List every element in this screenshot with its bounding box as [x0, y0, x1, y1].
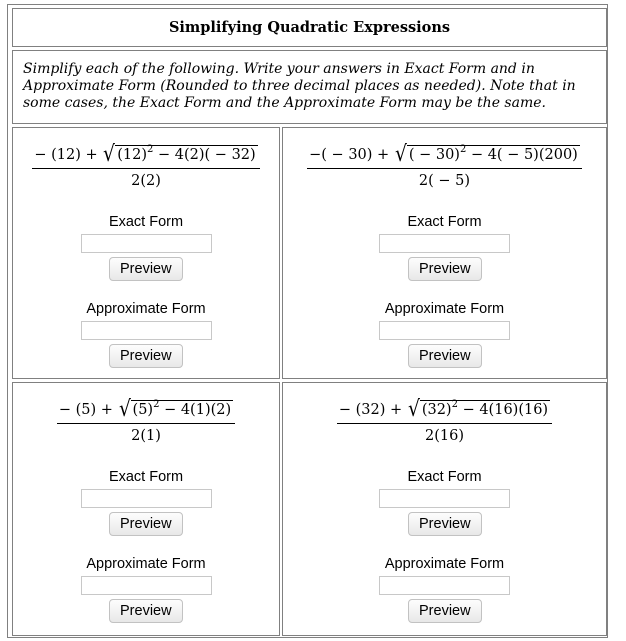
page-title: Simplifying Quadratic Expressions [12, 8, 607, 47]
approximate-form-label: Approximate Form [86, 301, 206, 317]
approximate-form-label: Approximate Form [86, 556, 206, 572]
approximate-form-input[interactable] [379, 321, 510, 340]
numerator: − (5) + √ $(5)^2 - 4(1)(2)$ [57, 395, 235, 424]
exact-form-label: Exact Form [407, 214, 482, 230]
exact-form-input[interactable] [81, 489, 212, 508]
radicand: $(12)^2 - 4(2)( - 32)$ [117, 144, 256, 163]
exact-form-label: Exact Form [108, 214, 184, 230]
denominator: 2(2) [131, 173, 161, 189]
problem-cell-4 [282, 382, 607, 636]
radicand: $(32)^2 - 4(16)(16)$ [421, 399, 549, 418]
sqrt-icon: √ [118, 397, 131, 422]
sqrt-icon: √ [394, 142, 407, 167]
exact-form-input[interactable] [81, 234, 212, 253]
exact-preview-button[interactable]: Preview [109, 512, 183, 536]
instructions: Simplify each of the following. Write your answers in Exact Form and in Approximate Form (Rounded to three decimal places as needed). Note that in some cases, the Exact Form and the Approximate Form may be the same. [12, 50, 607, 124]
numerator: − (12) + √ $(12)^2 - 4(2)( - 32)$ [32, 140, 259, 169]
exact-form-label: Exact Form [108, 469, 184, 485]
expression [283, 140, 606, 189]
exact-form-input[interactable] [379, 489, 510, 508]
approximate-form-input[interactable] [379, 576, 510, 595]
expression [13, 395, 279, 444]
exact-form-input[interactable] [379, 234, 510, 253]
problem-cell-2 [282, 127, 607, 379]
exact-preview-button[interactable]: Preview [408, 512, 482, 536]
approximate-form-input[interactable] [81, 321, 212, 340]
expression [283, 395, 606, 444]
denominator: 2(16) [425, 428, 464, 444]
problem-cell-1 [12, 127, 280, 379]
problem-cell-3 [12, 382, 280, 636]
radicand: $(5)^2 - 4(1)(2)$ [132, 399, 232, 418]
numerator: −( − 30) + √ ( − 30)$^2$ − 4( − 5)(200) [307, 140, 582, 169]
approximate-preview-button[interactable]: Preview [408, 344, 482, 368]
expression [13, 140, 279, 189]
sqrt-icon: √ [103, 142, 116, 167]
sqrt-icon: √ [407, 397, 420, 422]
numerator: − (32) + √ $(32)^2 - 4(16)(16)$ [337, 395, 552, 424]
approximate-form-label: Approximate Form [384, 556, 505, 572]
denominator: 2( − 5) [418, 173, 471, 189]
approximate-preview-button[interactable]: Preview [408, 599, 482, 623]
approximate-form-label: Approximate Form [384, 301, 505, 317]
radicand: ( − 30)$^2$ − 4( − 5)(200) [408, 144, 578, 163]
approximate-preview-button[interactable]: Preview [109, 344, 183, 368]
exact-form-label: Exact Form [407, 469, 482, 485]
approximate-preview-button[interactable]: Preview [109, 599, 183, 623]
exact-preview-button[interactable]: Preview [408, 257, 482, 281]
approximate-form-input[interactable] [81, 576, 212, 595]
denominator: 2(1) [131, 428, 161, 444]
exact-preview-button[interactable]: Preview [109, 257, 183, 281]
